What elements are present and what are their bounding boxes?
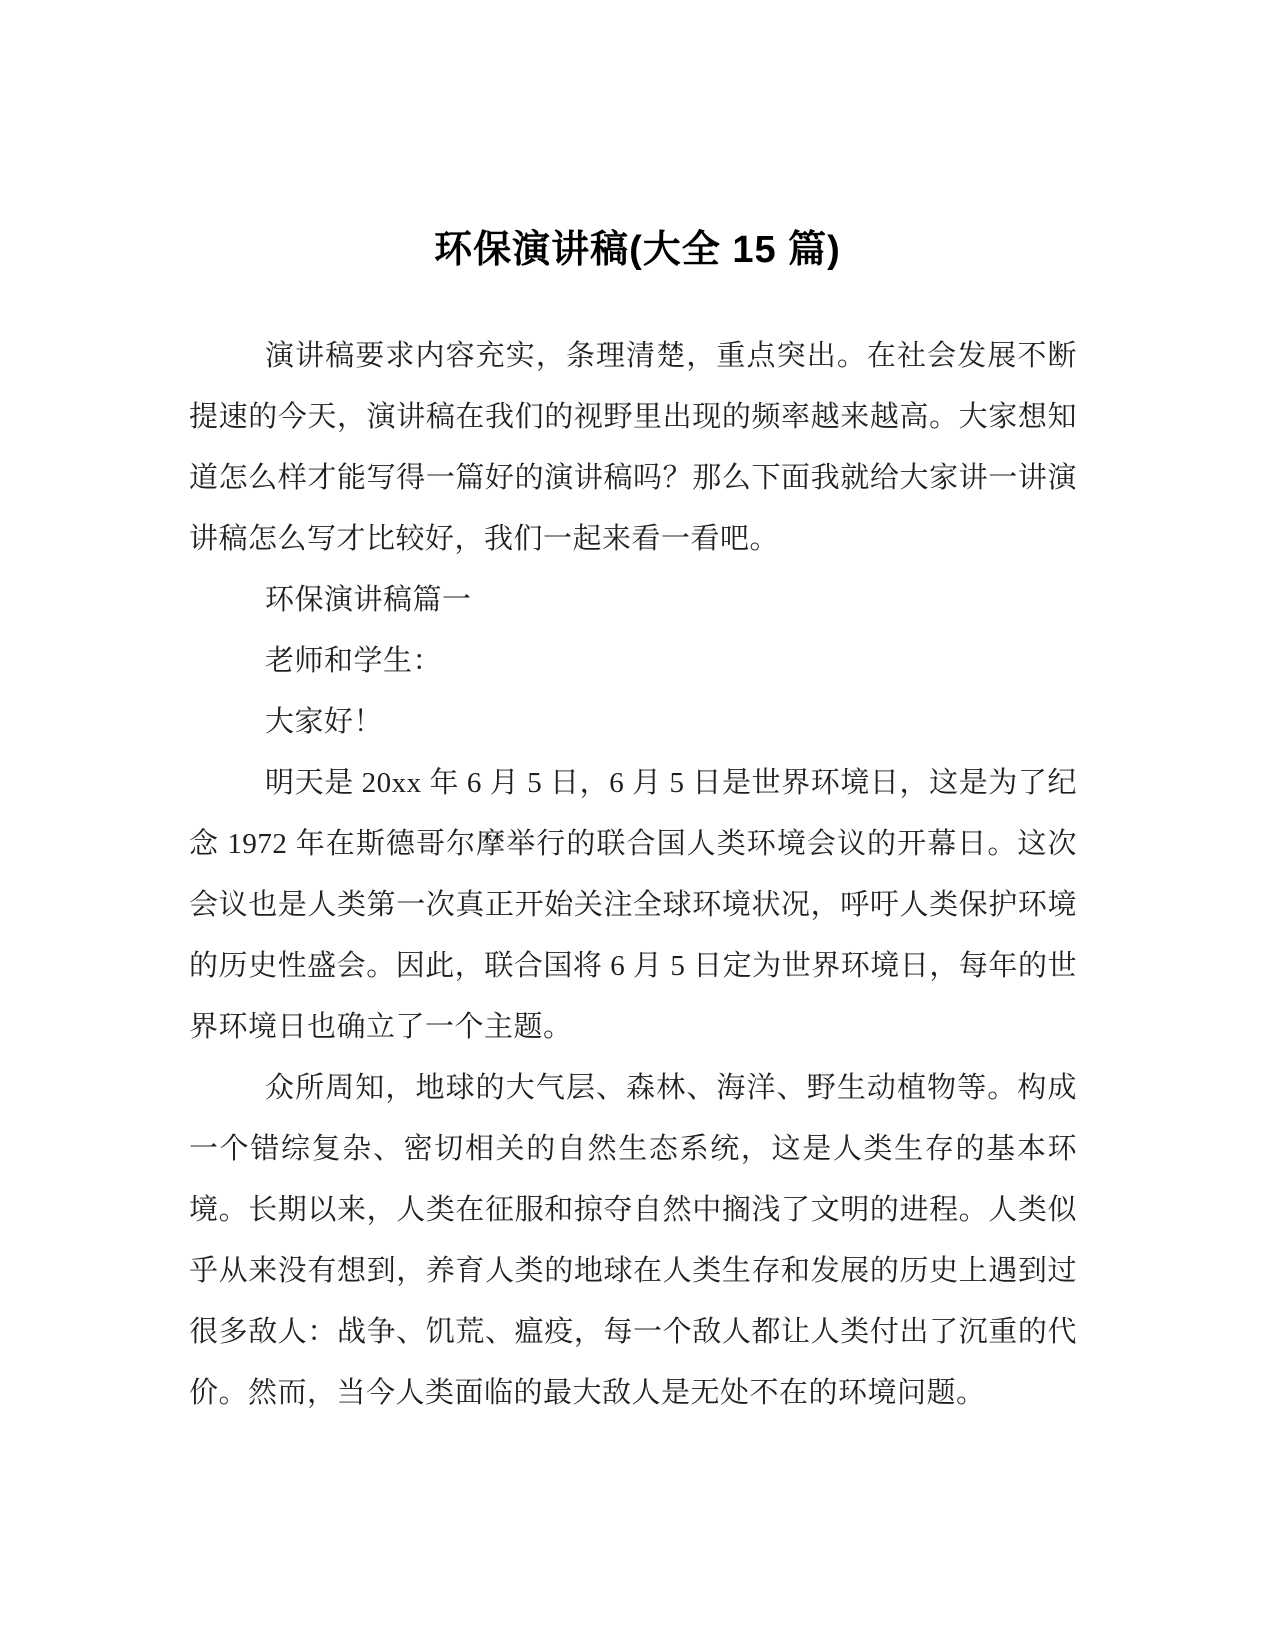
paragraph-intro: 演讲稿要求内容充实，条理清楚，重点突出。在社会发展不断提速的今天，演讲稿在我们的视野里出现的频率越来越高。大家想知道怎么样才能写得一篇好的演讲稿吗？那么下面我就给大家讲一讲演讲稿怎么写才比较好，我们一起来看一看吧。 bbox=[189, 340, 1077, 555]
paragraph-world-environment-day: 明天是 20xx 年 6 月 5 日，6 月 5 日是世界环境日，这是为了纪念 1972 年在斯德哥尔摩举行的联合国人类环境会议的开幕日。这次会议也是人类第一次真正开始关注全球环境状况，呼吁人类保护环境的历史性盛会。因此，联合国将 6 月 5 日定为世界环境日，每年的世界环境日也确立了一个主题。 bbox=[189, 767, 1077, 1043]
document-title: 环保演讲稿(大全 15 篇) bbox=[434, 229, 841, 272]
paragraph-section-heading: 环保演讲稿篇一 bbox=[265, 584, 472, 616]
paragraph-salutation: 老师和学生： bbox=[265, 645, 443, 677]
document-body bbox=[189, 326, 1077, 1424]
paragraph-greeting: 大家好！ bbox=[265, 706, 384, 738]
paragraph-ecosystem: 众所周知，地球的大气层、森林、海洋、野生动植物等。构成一个错综复杂、密切相关的自然生态系统，这是人类生存的基本环境。长期以来，人类在征服和掠夺自然中搁浅了文明的进程。人类似乎从来没有想到，养育人类的地球在人类生存和发展的历史上遇到过很多敌人：战争、饥荒、瘟疫，每一个敌人都让人类付出了沉重的代价。然而，当今人类面临的最大敌人是无处不在的环境问题。 bbox=[189, 1072, 1077, 1409]
